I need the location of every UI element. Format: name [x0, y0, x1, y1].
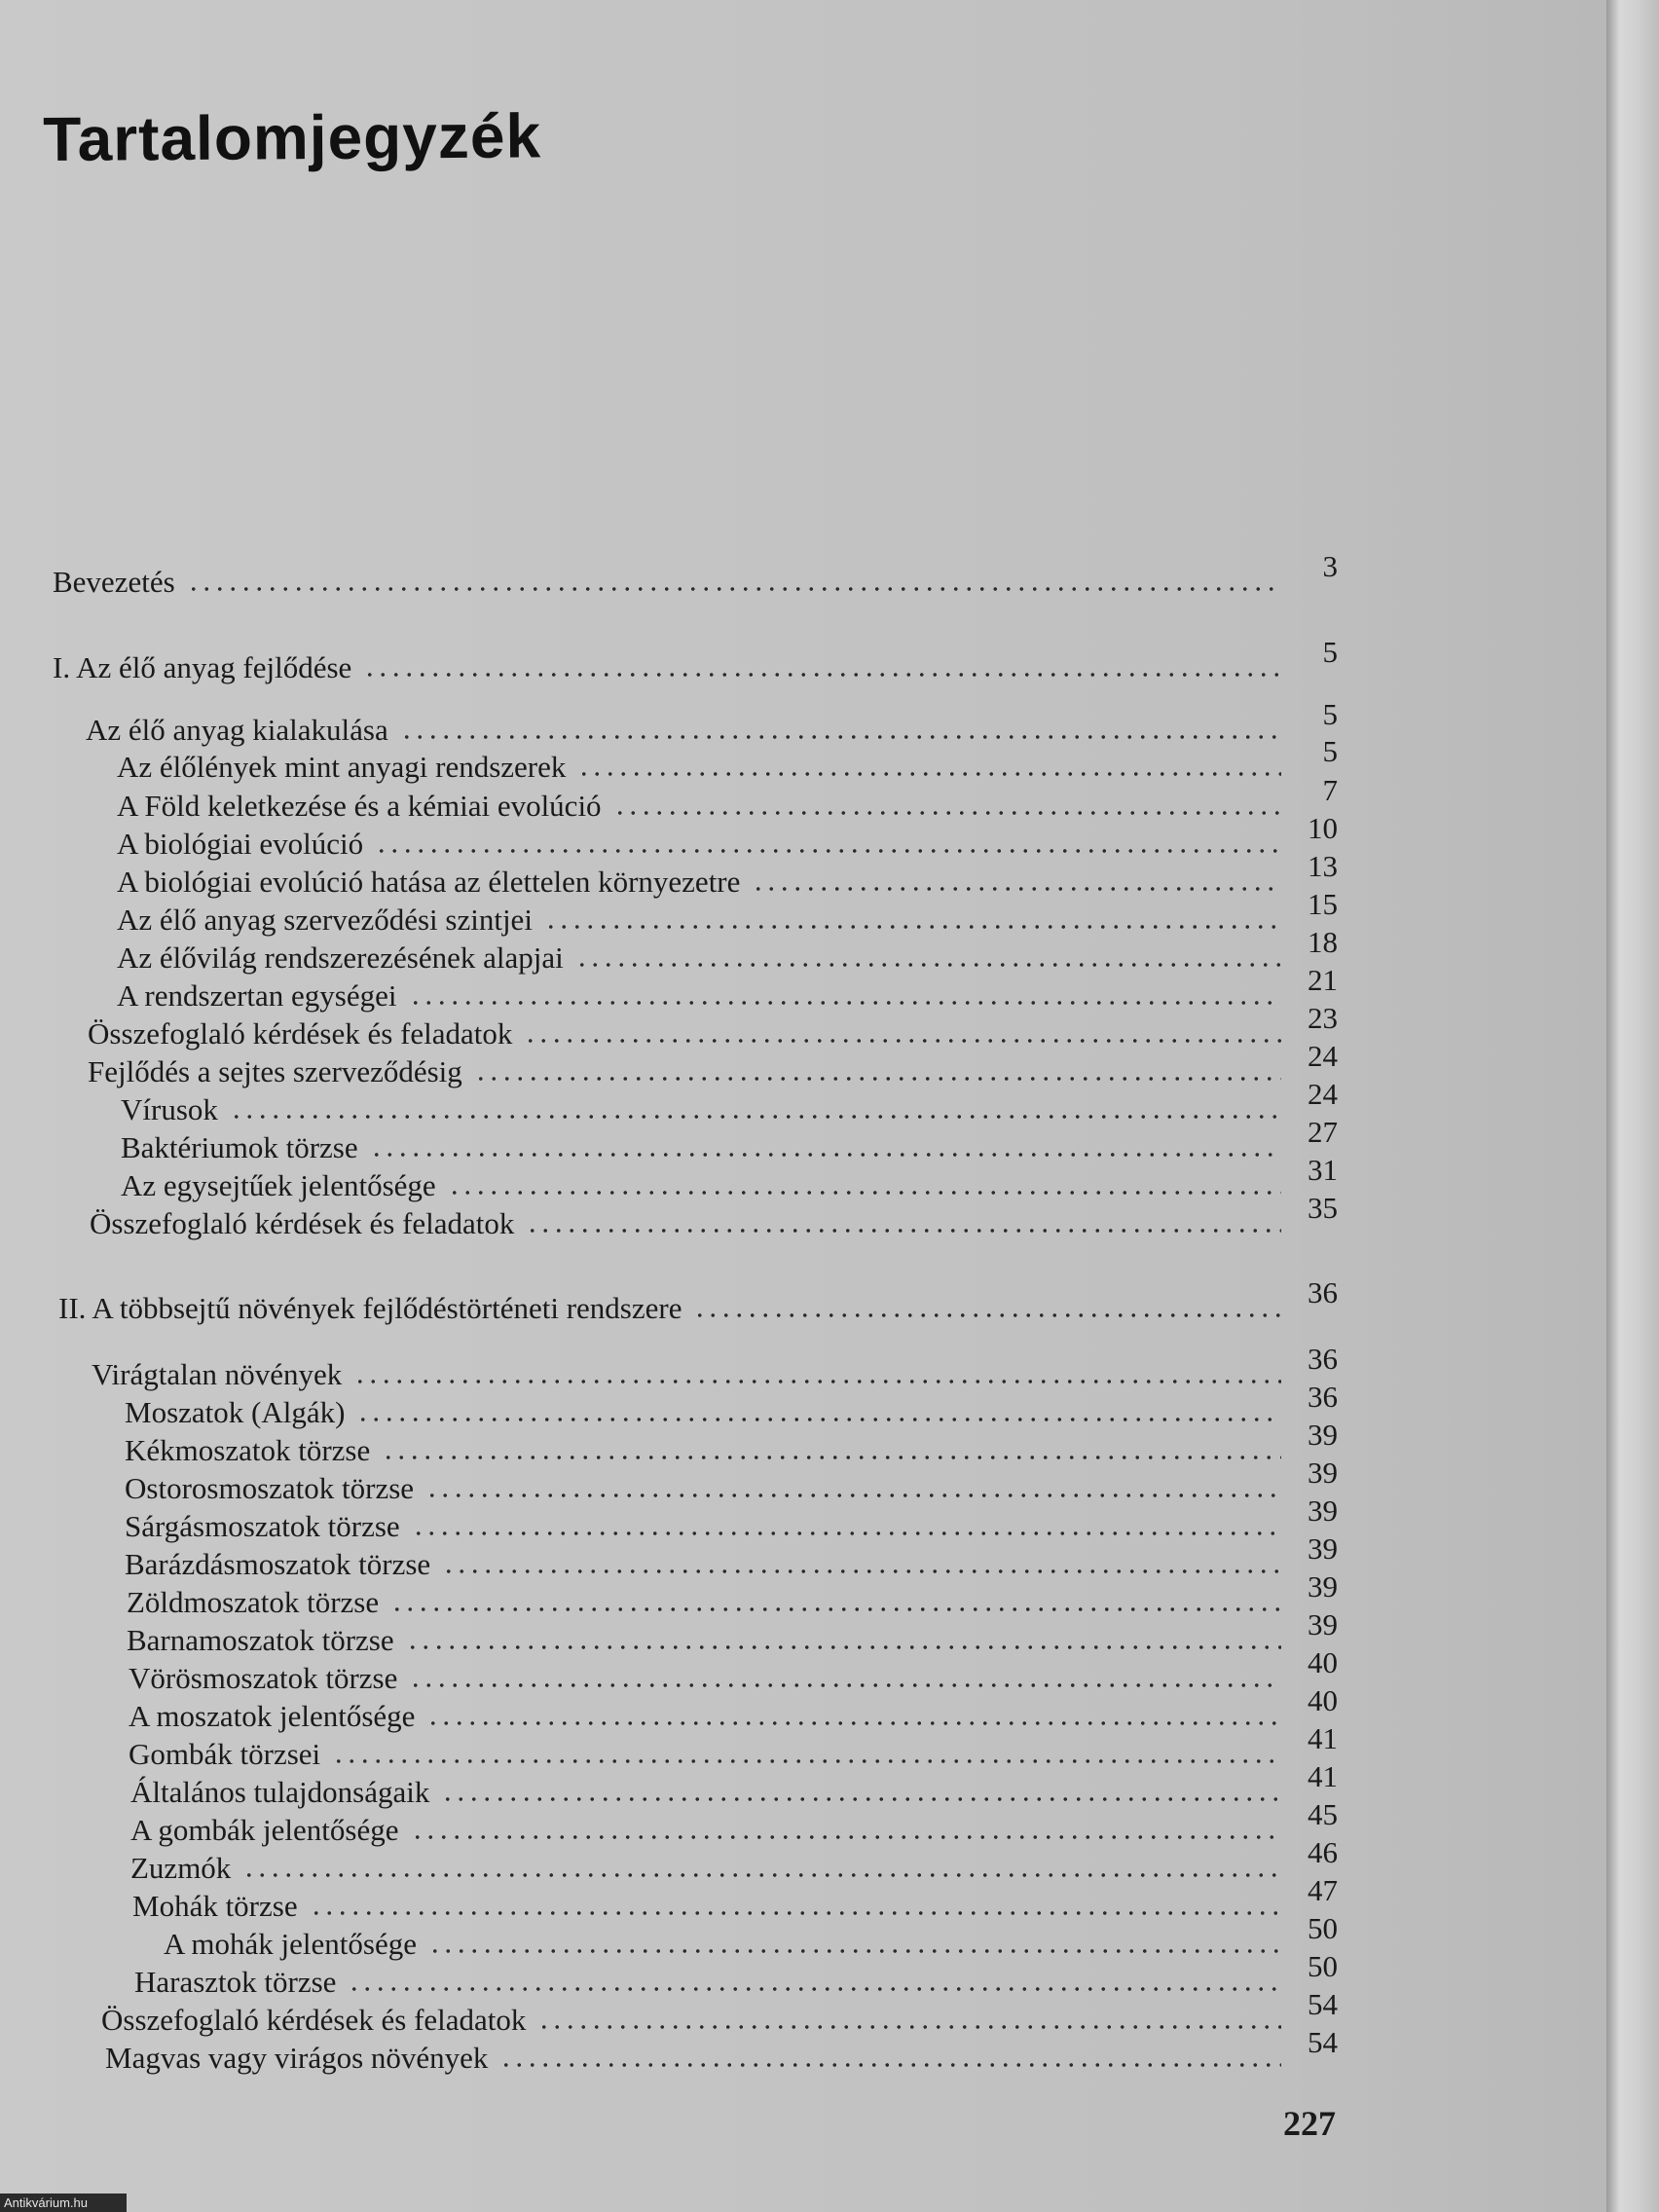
toc-entry-label: A gombák jelentősége [130, 1813, 399, 1847]
toc-entry [88, 1001, 1338, 1051]
toc-entry [86, 697, 1338, 748]
toc-entry [125, 1456, 1338, 1506]
toc-entry-label: II. A többsejtű növények fejlődéstörténeti rendszere [58, 1291, 682, 1325]
toc-entry-label: Általános tulajdonságaik [130, 1775, 430, 1809]
toc-entry-page: 35 [1308, 1191, 1338, 1225]
dot-leader [187, 586, 1281, 592]
toc-entry-label: Zöldmoszatok törzse [127, 1585, 380, 1619]
dot-leader [310, 1910, 1281, 1916]
toc-entry [129, 1645, 1338, 1696]
dot-leader [426, 1720, 1281, 1726]
dot-leader [752, 886, 1281, 892]
toc-entry [58, 1275, 1338, 1326]
toc-entry-label: Virágtalan növények [92, 1357, 343, 1391]
dot-leader [425, 1493, 1281, 1498]
toc-entry [132, 1873, 1338, 1924]
toc-entry-label: Az élőlények mint anyagi rendszerek [117, 750, 567, 784]
toc-entry [127, 1607, 1338, 1658]
dot-leader [406, 1644, 1281, 1650]
toc-entry-label: Ostorosmoszatok törzse [125, 1471, 415, 1505]
toc-entry-page: 15 [1308, 887, 1338, 921]
toc-entry-page: 39 [1308, 1607, 1338, 1641]
dot-leader [230, 1114, 1281, 1120]
toc-entry [127, 1569, 1338, 1620]
dot-leader [409, 1682, 1281, 1688]
dot-leader [428, 1948, 1281, 1954]
toc-entry [117, 811, 1338, 862]
toc-entry-label: Fejlődés a sejtes szerveződésig [88, 1054, 462, 1088]
toc-entry-page: 50 [1308, 1949, 1338, 1983]
dot-leader [411, 1834, 1282, 1840]
dot-leader [400, 734, 1281, 740]
toc-entry-label: A mohák jelentősége [164, 1927, 417, 1961]
dot-leader [409, 1000, 1282, 1006]
toc-entry-page: 13 [1308, 849, 1338, 883]
toc-entry-page: 7 [1322, 773, 1338, 807]
toc-entry [117, 773, 1338, 824]
dot-leader [474, 1076, 1281, 1082]
toc-entry-label: Összefoglaló kérdések és feladatok [101, 2003, 527, 2037]
page-title: Tartalomjegyzék [43, 100, 542, 174]
toc-entry-page: 5 [1322, 635, 1338, 669]
toc-entry-label: A Föld keletkezése és a kémiai evolúció [117, 789, 602, 823]
toc-entry-page: 3 [1322, 549, 1338, 583]
toc-entry-label: Bevezetés [53, 565, 175, 599]
toc-entry-page: 23 [1308, 1001, 1338, 1035]
toc-entry-page: 36 [1308, 1380, 1338, 1414]
dot-leader [332, 1758, 1281, 1764]
dot-leader [370, 1152, 1281, 1158]
toc-entry-page: 39 [1308, 1493, 1338, 1528]
dot-leader [613, 810, 1281, 816]
toc-entry [105, 2025, 1338, 2076]
toc-entry-label: Baktériumok törzse [121, 1130, 358, 1164]
toc-entry [117, 925, 1338, 976]
toc-entry-label: Gombák törzsei [129, 1737, 321, 1771]
dot-leader [375, 848, 1281, 854]
dot-leader [693, 1312, 1281, 1318]
toc-entry-label: Harasztok törzse [134, 1965, 337, 1999]
toc-entry [134, 1949, 1338, 2000]
toc-entry [121, 1077, 1338, 1127]
dot-leader [575, 962, 1281, 968]
toc-entry [125, 1380, 1338, 1430]
toc-entry-page: 36 [1308, 1342, 1338, 1376]
toc-entry-page: 36 [1308, 1275, 1338, 1309]
toc-entry-label: A biológiai evolúció [117, 827, 364, 861]
dot-leader [499, 2062, 1281, 2068]
toc-entry [92, 1342, 1338, 1392]
toc-entry-page: 5 [1322, 734, 1338, 768]
toc-entry-label: Az élő anyag szerveződési szintjei [117, 903, 533, 937]
toc-entry-page: 24 [1308, 1077, 1338, 1111]
toc-entry-label: Moszatok (Algák) [125, 1395, 346, 1429]
watermark: Antikvárium.hu [0, 2194, 127, 2212]
toc-entry [125, 1418, 1338, 1468]
toc-entry-label: Zuzmók [130, 1851, 232, 1885]
dot-leader [544, 924, 1281, 930]
dot-leader [353, 1379, 1281, 1384]
toc-entry-page: 27 [1308, 1115, 1338, 1149]
toc-entry-label: A rendszertan egységei [117, 978, 397, 1013]
toc-entry-label: Vörösmoszatok törzse [129, 1661, 398, 1695]
toc-entry-page: 50 [1308, 1911, 1338, 1945]
toc-entry [117, 734, 1338, 785]
toc-entry-page: 10 [1308, 811, 1338, 845]
toc-entry-label: Az élővilág rendszerezésének alapjai [117, 940, 564, 975]
toc-entry [101, 1987, 1338, 2038]
toc-entry-label: I. Az élő anyag fejlődése [53, 650, 352, 684]
toc-entry [130, 1835, 1338, 1886]
toc-entry-label: Barázdásmoszatok törzse [125, 1547, 431, 1581]
toc-entry-page: 39 [1308, 1569, 1338, 1604]
toc-entry-page: 40 [1308, 1645, 1338, 1679]
toc-entry [125, 1493, 1338, 1544]
dot-leader [363, 672, 1281, 678]
toc-entry [117, 849, 1338, 900]
dot-leader [356, 1417, 1281, 1422]
toc-entry [53, 549, 1338, 600]
page-number: 227 [1283, 2104, 1336, 2143]
toc-entry [130, 1759, 1338, 1810]
toc-entry-label: Vírusok [121, 1092, 218, 1126]
toc-entry-page: 31 [1308, 1153, 1338, 1187]
toc-entry-page: 5 [1322, 697, 1338, 731]
toc-entry-label: Mohák törzse [132, 1889, 298, 1923]
toc-entry [130, 1797, 1338, 1848]
dot-leader [348, 1986, 1281, 1992]
dot-leader [382, 1455, 1281, 1460]
dot-leader [390, 1606, 1281, 1612]
toc-entry-page: 47 [1308, 1873, 1338, 1907]
toc-entry [90, 1191, 1338, 1241]
dot-leader [524, 1038, 1281, 1044]
toc-entry [53, 635, 1338, 685]
toc-entry-page: 21 [1308, 963, 1338, 997]
toc-entry-page: 40 [1308, 1683, 1338, 1717]
toc-entry-page: 39 [1308, 1531, 1338, 1566]
dot-leader [242, 1872, 1281, 1878]
toc-entry-label: A moszatok jelentősége [129, 1699, 416, 1733]
toc-entry-page: 46 [1308, 1835, 1338, 1869]
toc-entry-page: 54 [1308, 2025, 1338, 2059]
toc-entry-page: 24 [1308, 1039, 1338, 1073]
toc-entry-label: Összefoglaló kérdések és feladatok [88, 1016, 513, 1051]
dot-leader [526, 1228, 1281, 1234]
toc-entry-label: Magvas vagy virágos növények [105, 2041, 489, 2075]
toc-entry-label: Barnamoszatok törzse [127, 1623, 394, 1657]
toc-entry [121, 1153, 1338, 1203]
toc-entry-page: 41 [1308, 1759, 1338, 1793]
page-edge [1606, 0, 1659, 2212]
toc-entry-page: 45 [1308, 1797, 1338, 1831]
toc-entry-label: Az élő anyag kialakulása [86, 713, 388, 747]
toc-entry-page: 39 [1308, 1456, 1338, 1490]
toc-entry-page: 18 [1308, 925, 1338, 959]
toc-entry-page: 54 [1308, 1987, 1338, 2021]
dot-leader [412, 1530, 1281, 1536]
toc-entry-page: 39 [1308, 1418, 1338, 1452]
toc-entry [129, 1683, 1338, 1734]
toc-entry-label: Összefoglaló kérdések és feladatok [90, 1206, 515, 1240]
toc-entry [117, 887, 1338, 938]
toc-entry [117, 963, 1338, 1014]
toc-entry-label: Sárgásmoszatok törzse [125, 1509, 400, 1543]
toc-entry [129, 1721, 1338, 1772]
dot-leader [441, 1796, 1281, 1802]
toc-entry [125, 1531, 1338, 1582]
toc-entry-label: Az egysejtűek jelentősége [121, 1168, 436, 1202]
toc-entry-label: A biológiai evolúció hatása az élettelen környezetre [117, 865, 741, 899]
dot-leader [448, 1190, 1281, 1196]
dot-leader [577, 771, 1281, 777]
toc-entry-page: 41 [1308, 1721, 1338, 1755]
toc-entry [88, 1039, 1338, 1089]
toc-entry [164, 1911, 1338, 1962]
toc-entry-label: Kékmoszatok törzse [125, 1433, 371, 1467]
toc-entry [121, 1115, 1338, 1165]
dot-leader [537, 2024, 1281, 2030]
dot-leader [442, 1568, 1281, 1574]
